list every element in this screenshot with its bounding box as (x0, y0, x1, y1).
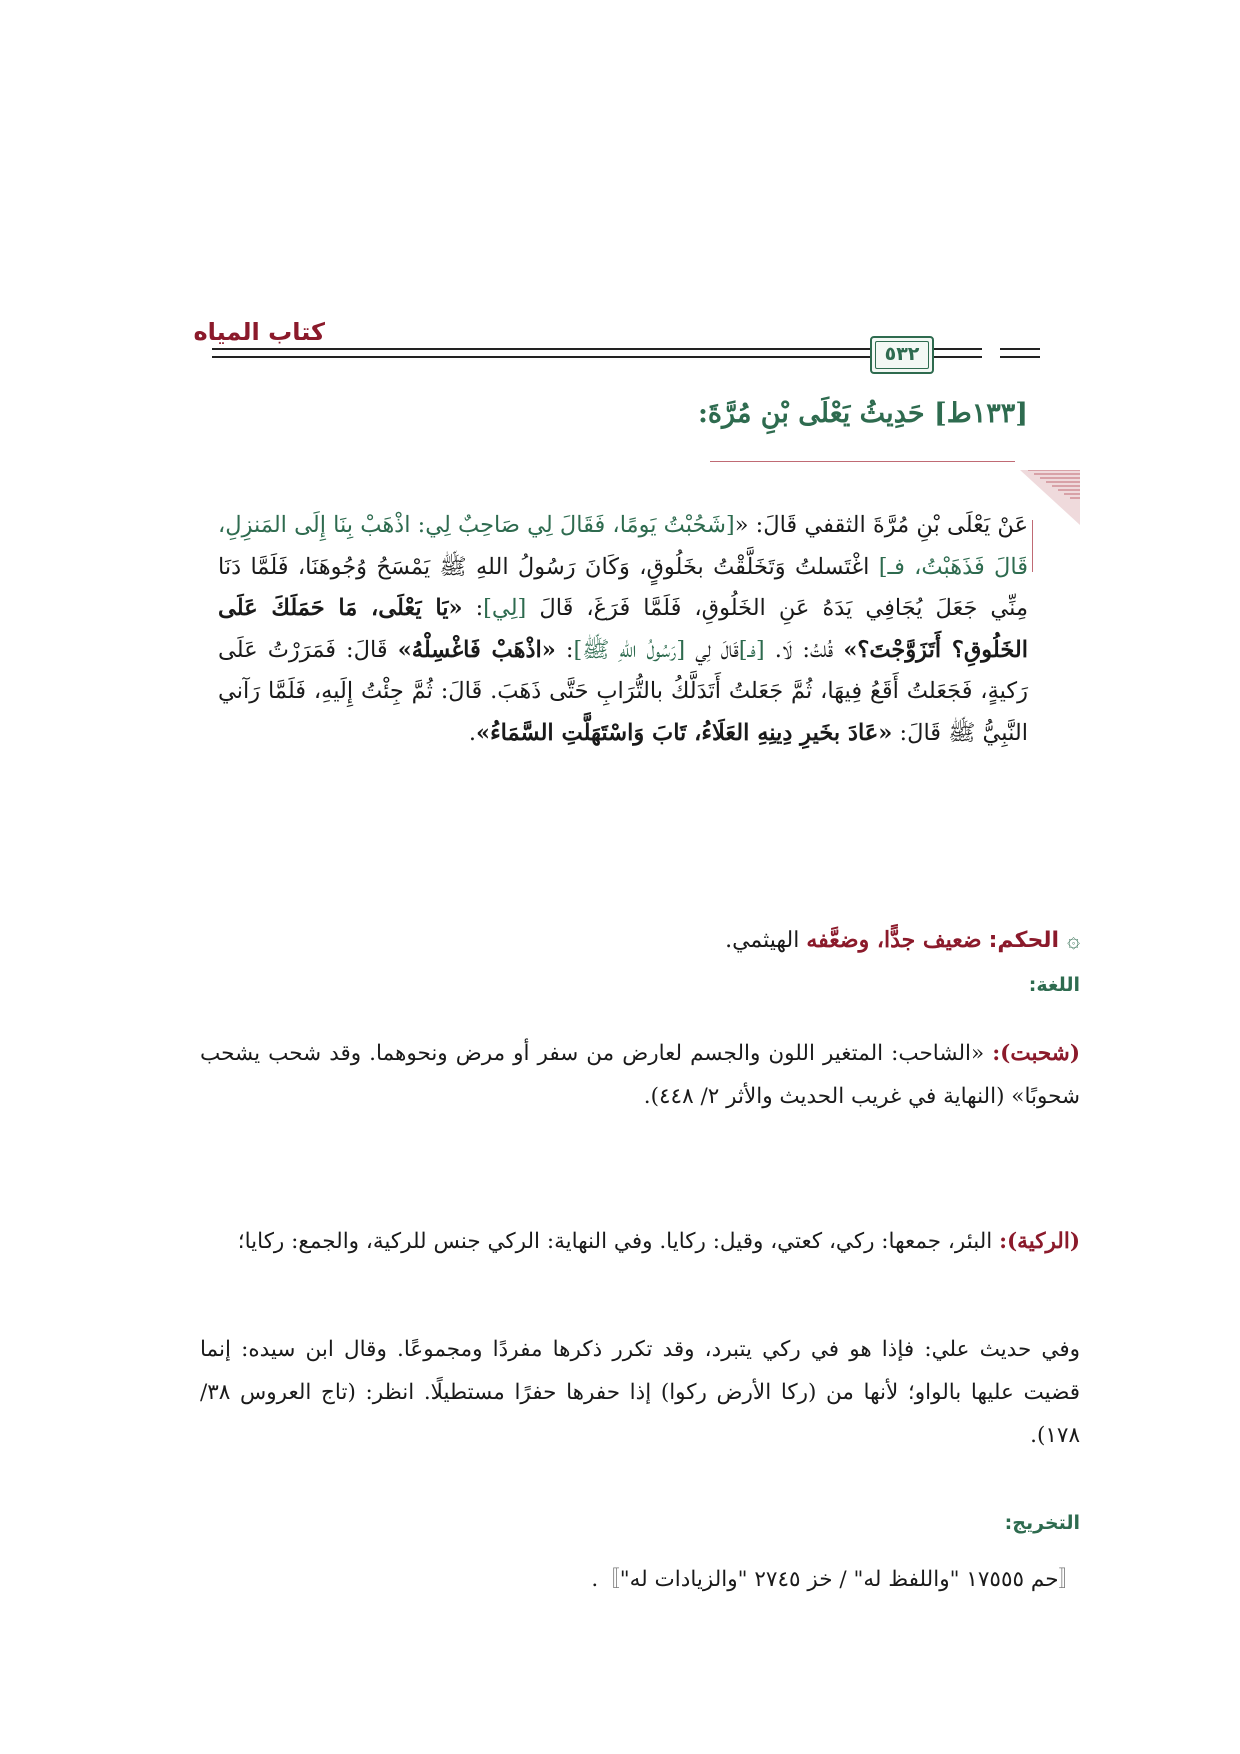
prophet-quote-3: «عَادَ بخَيرِ دِينِهِ العَلَاءُ، تَابَ وَاسْتَهَلَّتِ السَّمَاءُ» (476, 719, 893, 746)
takhrij-end: . (591, 1567, 599, 1592)
header-rule-short-top (1000, 348, 1040, 350)
takhrij-heading: التخريج: (1004, 1512, 1080, 1534)
hadith-intro: عَنْ يَعْلَى بْنِ مُرَّةَ الثقفي قَالَ: « (734, 512, 1028, 538)
hadith-addition-4: [رَسُولُ اللهِ ﷺ] (573, 636, 686, 663)
hadith-colon: : (462, 595, 484, 621)
hadith-addition-2: [لِي] (483, 595, 527, 621)
ruling-label: الحكم: (988, 928, 1060, 953)
hadith-narration-1: اغْتَسلتُ وَتَخَلَّقْتُ بخَلُوقٍ، وَكَانَ رَسُولُ اللهِ ﷺ يَمْسَحُ وُجُوهَنَا، فَلَمَّا دَنَا مِنِّي جَعَلَ يُجَافِي يَدَهُ عَنِ الخَلُوقِ، فَلَمَّا فَرَغَ، قَالَ (218, 553, 1028, 621)
page-number-badge (870, 336, 934, 374)
hadith-addition-1: [شَحُبْتُ يَومًا، فَقَالَ لِي صَاحِبٌ لِي: اذْهَبْ بِنَا إِلَى المَنزِلِ، قَالَ فَذَهَبْتُ، فـ] (218, 512, 1029, 580)
header-rule-short-bottom (1000, 356, 1040, 358)
prophet-quote-1: «يَا يَعْلَى، مَا حَمَلَكَ عَلَى الخَلُوقِ؟ أَتَزَوَّجْتَ؟» (218, 595, 1028, 663)
hadith-narration-3: قَالَ لِي (685, 636, 739, 663)
title-underline (710, 461, 1015, 462)
book-title: كتاب المياه (193, 318, 325, 346)
vocab-word-2: (الركية): (999, 1229, 1080, 1254)
prophet-quote-2: «اذْهَبْ فَاغْسِلْهُ» (397, 636, 556, 663)
hadith-title: [١٣٣ط] حَدِيثُ يَعْلَى بْنِ مُرَّةَ: (697, 398, 1028, 429)
hadith-narration-2: قُلتُ: لَا. (764, 636, 844, 663)
ruling (200, 922, 1080, 959)
vocab-paragraph-2 (200, 1220, 1080, 1263)
vocab-heading: اللغة: (1028, 974, 1080, 996)
vocab-text-2: البئر، جمعها: ركي، كعتي، وقيل: ركايا. وفي النهاية: الركي جنس للركية، والجمع: ركايا؛ (237, 1229, 1000, 1254)
vocab-text-1: «الشاحب: المتغير اللون والجسم لعارض من سفر أو مرض ونحوهما. وقد شحب يشحب شحوبًا» (النهاية في غريب الحديث والأثر ٢/ ٤٤٨). (200, 1041, 1080, 1109)
hadith-text (218, 505, 1028, 754)
vocab-paragraph-1 (200, 1032, 1080, 1118)
ruling-grade: ضعيف جدًّا، وضعَّفه (806, 927, 982, 953)
ruling-rest: الهيثمي. (725, 928, 807, 953)
header-rule-top (212, 348, 982, 350)
hadith-narration-4: قَالَ: فَمَرَرْتُ عَلَى رَكيةٍ، فَجَعَلتُ أَقَعُ فِيهَا، ثُمَّ جَعَلتُ أَتَدَلَّكُ بالتُّرَابِ حَتَّى ذَهَبَ. قَالَ: ثُمَّ جِئْتُ إِلَيهِ، فَلَمَّا رَآني النَّبِيُّ ﷺ قَالَ: (218, 636, 1028, 746)
hadith-end: . (468, 719, 476, 746)
hadith-box-side-rule (1032, 520, 1033, 572)
close-bracket: 〛 (598, 1567, 620, 1592)
vocab-word-1: (شحبت): (992, 1041, 1080, 1066)
flower-icon: ۞ (1067, 928, 1080, 953)
header-rule-bottom (212, 356, 982, 358)
vocab-paragraph-3: وفي حديث علي: فإذا هو في ركي يتبرد، وقد تكرر ذكرها مفردًا ومجموعًا. وقال ابن سيده: إنما قضيت عليها بالواو؛ لأنها من (ركا الأرض ركوا) إذا حفرها حفرًا مستطيلًا. انظر: (تاج العروس ٣٨/ ١٧٨). (200, 1337, 1080, 1448)
page-number: ٥٣٢ (884, 343, 920, 365)
takhrij-sources: حم ١٧٥٥٥ "واللفظ له" / خز ٢٧٤٥ "والزيادات له" (619, 1567, 1059, 1592)
open-bracket: 〚 (1058, 1567, 1080, 1592)
hadith-addition-3: [فـ] (738, 636, 765, 663)
hadith-colon-2: : (555, 636, 574, 663)
takhrij-text (200, 1560, 1080, 1600)
